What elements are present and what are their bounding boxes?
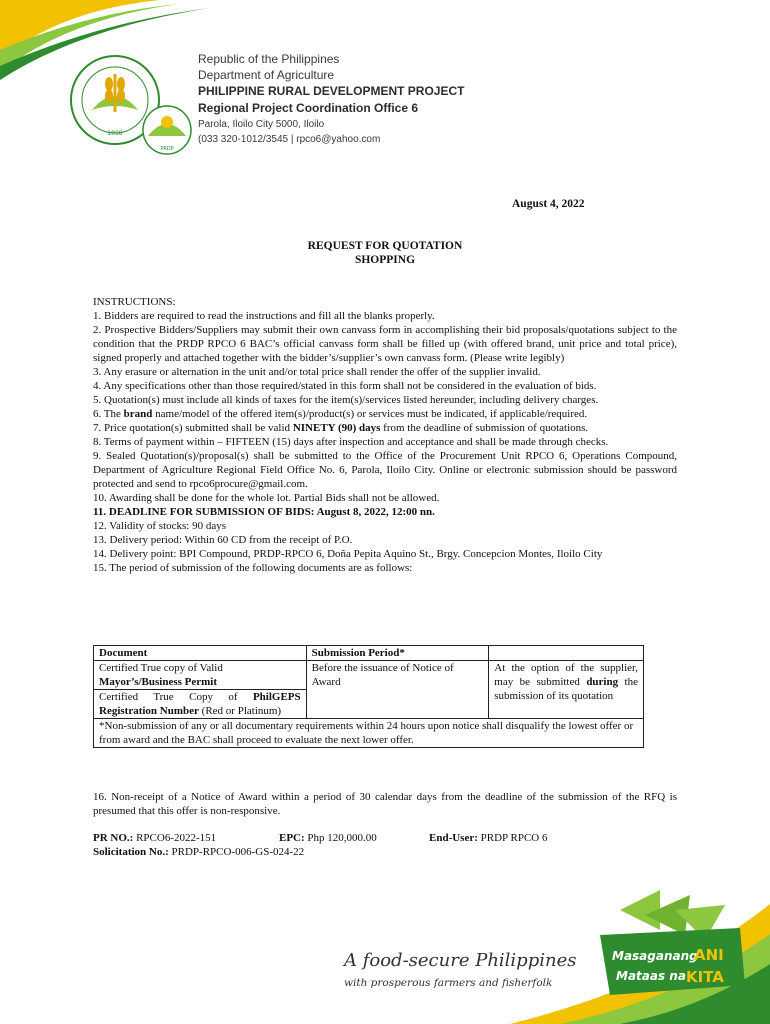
instruction-16: 16. Non-receipt of a Notice of Award within a period of 30 calendar days from the deadline of the submission of the RFQ is presumed that this offer is non-responsive.: [93, 791, 677, 817]
documents-table: [93, 645, 644, 748]
header-empty: [489, 646, 644, 661]
document-title: [0, 239, 770, 267]
letterhead-address: Parola, Iloilo City 5000, Iloilo: [198, 119, 325, 130]
table-row: [94, 661, 644, 719]
masaganang-ani-logo: [590, 890, 750, 1000]
instruction-2: 2. Prospective Bidders/Suppliers may submit their own canvass form in accomplishing their bid proposals/quotations subject to the condition that the PRDP RPCO 6 BAC’s official canvass form shall be filled up (with offered brand, unit price and total price), signed properly and attached together with the bidder’s/supplier’s own canvass form. (Please write legibly): [93, 324, 677, 364]
instructions-heading: INSTRUCTIONS:: [93, 296, 176, 308]
instruction-4: 4. Any specifications other than those required/stated in this form shall not be considered in the evaluation of bids.: [93, 380, 597, 392]
department-of-agriculture-seal: [68, 52, 198, 158]
document-date: August 4, 2022: [512, 198, 585, 210]
tagline-main: A food-secure Philippines: [344, 950, 577, 971]
table-header-row: [94, 646, 644, 661]
instruction-6: 6. The brand name/model of the offered item(s)/product(s) or services must be indicated, if applicable/required.: [93, 408, 588, 420]
period-option: At the option of the supplier, may be submitted during the submission of its quotation: [489, 661, 644, 719]
logo-mataas-na: Mataas na: [616, 969, 686, 983]
instruction-12: 12. Validity of stocks: 90 days: [93, 520, 227, 532]
instruction-13: 13. Delivery period: Within 60 CD from the receipt of P.O.: [93, 534, 353, 546]
letterhead-department: Department of Agriculture: [198, 68, 335, 82]
instruction-3: 3. Any erasure or alternation in the unit and/or total price shall render the offer of the supplier invalid.: [93, 366, 541, 378]
seal-year: 1898: [107, 130, 123, 137]
instruction-5: 5. Quotation(s) must include all kinds of taxes for the item(s)/services listed hereunder, including delivery charges.: [93, 394, 599, 406]
reference-numbers: [93, 831, 653, 859]
title-line-2: SHOPPING: [354, 254, 416, 266]
tagline-sub: with prosperous farmers and fisherfolk: [344, 977, 553, 989]
instruction-10: 10. Awarding shall be done for the whole lot. Partial Bids shall not be allowed.: [93, 492, 440, 504]
title-line-1: REQUEST FOR QUOTATION: [307, 240, 463, 252]
end-user: End-User: PRDP RPCO 6: [429, 832, 548, 844]
solicitation-number: Solicitation No.: PRDP-RPCO-006-GS-024-22: [93, 846, 305, 858]
instructions: [93, 295, 677, 575]
instruction-15: 15. The period of submission of the following documents are as follows:: [93, 562, 413, 574]
letterhead-contact: (033 320-1012/3545 | rpco6@yahoo.com: [198, 134, 381, 145]
table-note: *Non-submission of any or all documentary requirements within 24 hours upon notice shall disqualify the lowest offer or from award and the BAC shall proceed to evaluate the next lower offer.: [94, 719, 644, 748]
epc-amount: EPC: Php 120,000.00: [279, 832, 377, 844]
letterhead-country: Republic of the Philippines: [198, 52, 340, 66]
instruction-8: 8. Terms of payment within – FIFTEEN (15) days after inspection and acceptance and shall be made through checks.: [93, 436, 609, 448]
logo-ani: ANI: [694, 946, 724, 964]
header-submission-period: Submission Period*: [306, 646, 489, 661]
table-note-row: [94, 719, 644, 748]
document-mayors-permit: Certified True copy of Valid Mayor’s/Business Permit: [94, 661, 306, 690]
letterhead: [198, 51, 464, 147]
header-document: Document: [94, 646, 307, 661]
period-before-award: Before the issuance of Notice of Award: [306, 661, 489, 719]
instruction-11-deadline: 11. DEADLINE FOR SUBMISSION OF BIDS: August 8, 2022, 12:00 nn.: [93, 506, 435, 518]
instruction-1: 1. Bidders are required to read the instructions and fill all the blanks properly.: [93, 310, 435, 322]
documents-cell: [94, 661, 307, 719]
seal2-label: PRDP: [160, 146, 174, 152]
letterhead-office: Regional Project Coordination Office 6: [198, 101, 419, 115]
instruction-14: 14. Delivery point: BPI Compound, PRDP-RPCO 6, Doña Pepita Aquino St., Brgy. Concepcion Montes, Iloilo City: [93, 548, 603, 560]
instruction-9: 9. Sealed Quotation(s)/proposal(s) shall be submitted to the Office of the Procurement Unit RPCO 6, Operations Compound, Department of Agriculture Regional Field Office No. 6, Parola, Iloilo City. Online or electronic submission should be password protected and send to rpco6procure@gmail.com.: [93, 450, 677, 490]
logo-kita: KITA: [686, 968, 724, 986]
pr-number: PR NO.: RPCO6-2022-151: [93, 832, 217, 844]
instruction-7: 7. Price quotation(s) submitted shall be valid NINETY (90) days from the deadline of submission of quotations.: [93, 422, 589, 434]
letterhead-project: PHILIPPINE RURAL DEVELOPMENT PROJECT: [198, 84, 465, 98]
document-philgeps: Certified True Copy of PhilGEPS Registration Number (Red or Platinum): [99, 691, 301, 717]
logo-masaganang: Masaganang: [612, 949, 698, 963]
